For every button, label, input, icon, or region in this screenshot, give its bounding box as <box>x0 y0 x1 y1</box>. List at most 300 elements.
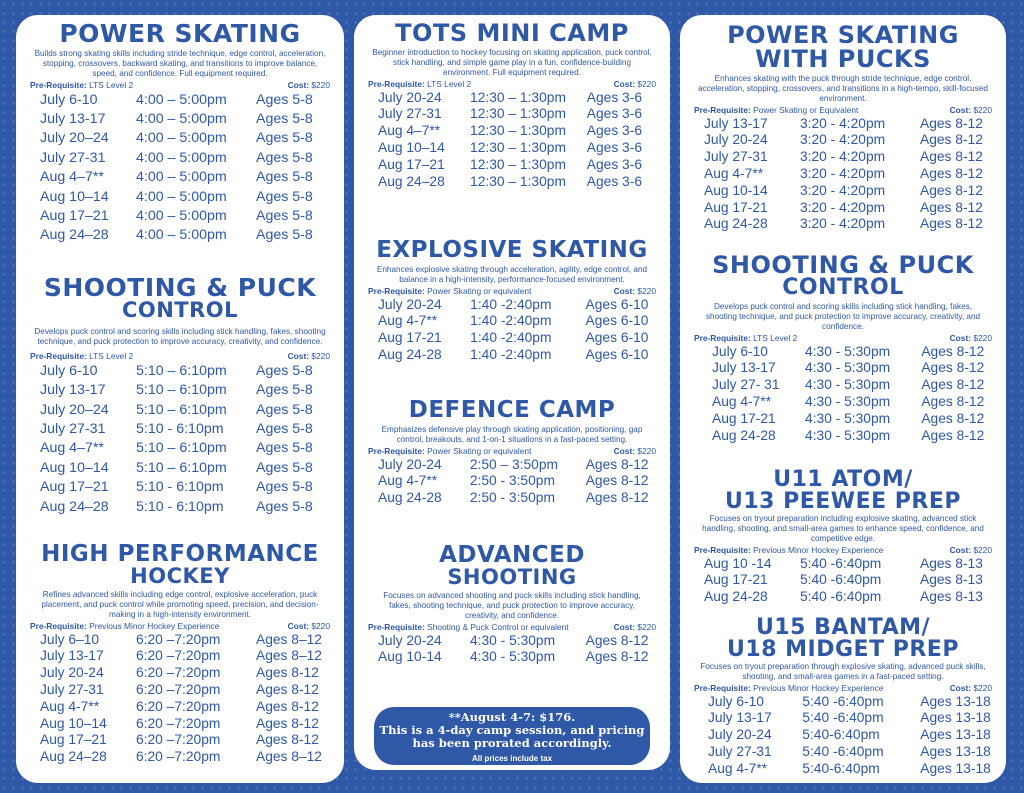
shooting-puck-control-section <box>690 253 996 463</box>
schedule-row <box>378 174 660 191</box>
cost-value: $220 <box>311 620 330 631</box>
schedule-row <box>712 428 996 445</box>
schedule-ages: Ages 5-8 <box>256 382 313 399</box>
schedule-ages: Ages 8-12 <box>921 410 985 426</box>
schedule-time: 12:30 – 1:30pm <box>470 123 566 139</box>
schedule-ages: Ages 3-6 <box>586 173 643 189</box>
schedule-ages: Ages 5-8 <box>256 440 313 457</box>
schedule-ages: Ages 5-8 <box>256 401 313 418</box>
schedule-table <box>704 556 996 606</box>
schedule-ages: Ages 5-8 <box>256 110 313 127</box>
section-meta <box>368 286 656 296</box>
schedule-ages: Ages 5-8 <box>256 459 313 476</box>
schedule-ages: Ages 13-18 <box>920 760 991 776</box>
section-title: U15 BANTAM/ <box>755 615 931 640</box>
schedule-ages: Ages 8-12 <box>256 715 319 731</box>
schedule-row <box>40 498 332 517</box>
schedule-date: Aug 17-21 <box>378 330 442 346</box>
schedule-ages: Ages 13-18 <box>920 744 991 760</box>
schedule-row <box>40 699 332 716</box>
schedule-time: 4:30 - 5:30pm <box>469 649 556 665</box>
schedule-date: July 27-31 <box>708 744 772 760</box>
schedule-date: Aug 10–14 <box>40 459 109 476</box>
schedule-ages: Ages 8-12 <box>585 456 649 472</box>
schedule-time: 5:10 - 6:10pm <box>136 479 224 496</box>
cost-label: Cost: <box>613 445 636 456</box>
schedule-ages: Ages 8-13 <box>920 589 983 605</box>
prereq-value: Previous Minor Hockey Experience <box>753 682 884 693</box>
schedule-ages: Ages 13-18 <box>920 710 991 726</box>
section-description: Develops puck control and scoring skills including stick handling, fakes, shooting technique, and puck protection to improve accuracy, creativity, and confidence. <box>34 327 326 346</box>
schedule-time: 4:30 - 5:30pm <box>469 632 556 648</box>
schedule-time: 6:20 –7:20pm <box>136 732 221 748</box>
schedule-date: Aug 24-28 <box>704 589 768 605</box>
section-description: Emphasizes defensive play through skating application, positioning, gap control, breakouts, and 1-on-1 situations in a fast-paced setting. <box>381 425 643 444</box>
schedule-time: 4:30 - 5:30pm <box>805 393 891 409</box>
schedule-date: July 20-24 <box>40 665 104 681</box>
prereq-value: LTS Level 2 <box>89 79 134 90</box>
section-title: EXPLOSIVE SKATING <box>376 237 648 263</box>
schedule-date: July 6–10 <box>40 631 100 647</box>
schedule-date: Aug 4-7** <box>712 393 772 409</box>
section-title: U11 ATOM/ <box>773 467 913 492</box>
schedule-ages: Ages 5-8 <box>256 149 313 166</box>
schedule-row <box>378 106 660 123</box>
schedule-time: 4:30 - 5:30pm <box>805 377 891 393</box>
schedule-ages: Ages 5-8 <box>256 227 313 244</box>
advanced-shooting-section <box>364 544 660 666</box>
schedule-date: Aug 24–28 <box>40 227 109 244</box>
prereq-label: Pre-Requisite: <box>694 682 751 693</box>
section-meta <box>368 79 656 89</box>
schedule-time: 5:10 – 6:10pm <box>136 401 227 418</box>
schedule-ages: Ages 8-12 <box>256 698 319 714</box>
schedule-time: 5:40 -6:40pm <box>800 555 882 571</box>
schedule-time: 5:40 -6:40pm <box>802 710 884 726</box>
schedule-row <box>708 744 996 761</box>
schedule-date: July 6-10 <box>708 693 764 709</box>
shooting-puck-control-section <box>26 275 334 543</box>
schedule-ages: Ages 3-6 <box>586 106 643 122</box>
column-middle-panel <box>354 15 670 770</box>
section-description: Focuses on tryout preparation including explosive skating, advanced stick handling, shooting, and small-area games to enhance speed, confidence, and competitive edge. <box>702 514 984 543</box>
schedule-time: 12:30 – 1:30pm <box>470 139 566 155</box>
schedule-ages: Ages 8-12 <box>920 132 983 148</box>
power-skating-section <box>26 21 334 266</box>
prereq-label: Pre-Requisite: <box>368 285 425 296</box>
cost-label: Cost: <box>287 79 310 90</box>
schedule-row <box>378 633 660 650</box>
schedule-time: 4:00 – 5:00pm <box>136 149 227 166</box>
schedule-ages: Ages 6-10 <box>585 347 649 363</box>
prereq-value: Power Skating or equivalent <box>427 285 532 296</box>
schedule-row <box>378 297 660 314</box>
schedule-ages: Ages 5-8 <box>256 479 313 496</box>
schedule-row <box>712 411 996 428</box>
schedule-time: 5:10 – 6:10pm <box>136 440 227 457</box>
cost-value: $220 <box>973 104 992 115</box>
schedule-row <box>704 132 996 149</box>
schedule-time: 6:20 –7:20pm <box>136 631 221 647</box>
schedule-time: 6:20 –7:20pm <box>136 681 221 697</box>
schedule-time: 3:20 - 4:20pm <box>800 199 886 215</box>
schedule-date: Aug 10–14 <box>40 715 107 731</box>
schedule-time: 3:20 - 4:20pm <box>800 216 886 232</box>
section-description: Refines advanced skills including edge control, explosive acceleration, puck placement, and puck control while promoting speed, precision, and decision-making in a high-intensity environment. <box>41 590 319 619</box>
schedule-time: 5:10 – 6:10pm <box>136 362 227 379</box>
schedule-ages: Ages 8-12 <box>256 665 319 681</box>
schedule-table <box>40 632 332 766</box>
schedule-time: 6:20 –7:20pm <box>136 715 221 731</box>
schedule-row <box>40 716 332 733</box>
schedule-row <box>704 572 996 589</box>
schedule-time: 12:30 – 1:30pm <box>470 106 566 122</box>
schedule-ages: Ages 3-6 <box>586 156 643 172</box>
prereq-value: Previous Minor Hockey Experience <box>89 620 220 631</box>
schedule-time: 5:40 -6:40pm <box>800 589 882 605</box>
schedule-ages: Ages 5-8 <box>256 207 313 224</box>
section-title: POWER SKATING <box>727 21 959 49</box>
schedule-ages: Ages 8-12 <box>920 182 983 198</box>
schedule-date: Aug 4-7** <box>378 313 438 329</box>
schedule-time: 3:20 - 4:20pm <box>800 182 886 198</box>
schedule-row <box>40 129 332 148</box>
high-performance-section <box>26 543 334 766</box>
schedule-row <box>40 381 332 400</box>
schedule-date: Aug 24–28 <box>40 498 109 515</box>
schedule-date: Aug 17–21 <box>40 732 107 748</box>
schedule-time: 6:20 –7:20pm <box>136 698 221 714</box>
schedule-date: July 13-17 <box>712 360 776 376</box>
schedule-date: July 27-31 <box>704 149 768 165</box>
prereq-value: LTS Level 2 <box>753 332 798 343</box>
schedule-ages: Ages 6-10 <box>585 296 649 312</box>
column-right-panel <box>680 15 1006 783</box>
section-meta <box>694 683 992 693</box>
schedule-date: July 20-24 <box>708 727 772 743</box>
schedule-ages: Ages 8-12 <box>920 115 983 131</box>
section-title: TOTS MINI CAMP <box>395 19 629 47</box>
prereq-value: Shooting & Puck Control or equivalent <box>427 621 569 632</box>
schedule-ages: Ages 6-10 <box>585 330 649 346</box>
schedule-ages: Ages 8-12 <box>921 360 985 376</box>
cost-label: Cost: <box>613 78 636 89</box>
schedule-time: 12:30 – 1:30pm <box>470 89 566 105</box>
schedule-date: Aug 10-14 <box>704 182 768 198</box>
schedule-row <box>40 226 332 245</box>
schedule-row <box>40 459 332 478</box>
schedule-time: 5:10 - 6:10pm <box>136 420 224 437</box>
schedule-date: July 6-10 <box>712 343 768 359</box>
schedule-ages: Ages 8–12 <box>256 648 322 664</box>
schedule-date: Aug 4–7** <box>378 123 441 139</box>
schedule-date: July 27-31 <box>40 149 106 166</box>
cost-value: $220 <box>637 621 656 632</box>
schedule-row <box>40 478 332 497</box>
schedule-row <box>704 149 996 166</box>
schedule-row <box>712 360 996 377</box>
prereq-label: Pre-Requisite: <box>368 445 425 456</box>
schedule-row <box>704 183 996 200</box>
schedule-ages: Ages 8-12 <box>921 377 985 393</box>
schedule-row <box>708 710 996 727</box>
schedule-table <box>708 694 996 778</box>
schedule-row <box>40 665 332 682</box>
cost-label: Cost: <box>287 620 310 631</box>
cost-value: $220 <box>311 350 330 361</box>
schedule-date: Aug 4-7** <box>40 698 100 714</box>
schedule-time: 4:00 – 5:00pm <box>136 169 227 186</box>
schedule-date: July 13-17 <box>704 115 768 131</box>
schedule-table <box>704 116 996 234</box>
schedule-table <box>378 633 660 667</box>
power-skating-pucks-section <box>690 23 996 249</box>
schedule-row <box>378 347 660 364</box>
schedule-time: 5:10 - 6:10pm <box>136 498 224 515</box>
schedule-date: Aug 24-28 <box>378 490 442 506</box>
schedule-time: 4:00 – 5:00pm <box>136 130 227 147</box>
schedule-date: July 13-17 <box>40 382 106 399</box>
schedule-time: 4:00 – 5:00pm <box>136 91 227 108</box>
section-description: Focuses on advanced shooting and puck skills including stick handling, fakes, shooting technique, and puck protection to improve accuracy, creativity, and confidence. <box>383 591 641 620</box>
schedule-row <box>40 439 332 458</box>
schedule-time: 3:20 - 4:20pm <box>800 149 886 165</box>
schedule-date: Aug 10–14 <box>378 139 445 155</box>
schedule-row <box>40 188 332 207</box>
section-meta <box>30 621 330 631</box>
schedule-date: July 13-17 <box>40 110 106 127</box>
schedule-time: 6:20 –7:20pm <box>136 648 221 664</box>
schedule-table <box>40 91 332 246</box>
explosive-skating-section <box>364 239 660 399</box>
tots-mini-camp-section <box>364 21 660 239</box>
schedule-time: 2:50 – 3:50pm <box>469 456 559 472</box>
schedule-row <box>378 649 660 666</box>
schedule-date: Aug 17-21 <box>704 199 768 215</box>
schedule-time: 4:00 – 5:00pm <box>136 188 227 205</box>
schedule-time: 1:40 -2:40pm <box>470 347 552 363</box>
schedule-ages: Ages 5-8 <box>256 130 313 147</box>
schedule-row <box>378 90 660 107</box>
schedule-ages: Ages 8-12 <box>585 473 649 489</box>
schedule-time: 4:00 – 5:00pm <box>136 227 227 244</box>
schedule-date: July 6-10 <box>40 362 98 379</box>
schedule-date: July 13-17 <box>708 710 772 726</box>
schedule-ages: Ages 3-6 <box>586 139 643 155</box>
schedule-date: July 20-24 <box>378 632 442 648</box>
cost-label: Cost: <box>613 621 636 632</box>
section-title: SHOOTING & PUCK <box>43 273 317 302</box>
schedule-time: 2:50 - 3:50pm <box>469 490 555 506</box>
schedule-date: Aug 17–21 <box>40 479 109 496</box>
schedule-time: 12:30 – 1:30pm <box>470 173 566 189</box>
schedule-row <box>704 589 996 606</box>
schedule-ages: Ages 8-13 <box>920 572 983 588</box>
schedule-row <box>40 401 332 420</box>
schedule-ages: Ages 8-12 <box>921 427 985 443</box>
section-meta <box>30 80 330 90</box>
prereq-label: Pre-Requisite: <box>694 332 751 343</box>
schedule-date: Aug 24-28 <box>378 347 442 363</box>
section-description: Develops puck control and scoring skills including stick handling, fakes, shooting technique, and puck protection to improve accuracy, creativity, and confidence. <box>705 302 981 331</box>
prereq-value: Power Skating or equivalent <box>427 445 532 456</box>
schedule-row <box>704 556 996 573</box>
schedule-ages: Ages 8-12 <box>921 393 985 409</box>
section-title: POWER SKATING <box>59 19 301 48</box>
schedule-row <box>40 732 332 749</box>
prereq-label: Pre-Requisite: <box>368 621 425 632</box>
schedule-date: July 20-24 <box>378 89 442 105</box>
schedule-time: 4:30 - 5:30pm <box>805 410 891 426</box>
schedule-ages: Ages 8-12 <box>921 343 985 359</box>
column-left-panel <box>16 15 344 783</box>
schedule-row <box>378 313 660 330</box>
schedule-ages: Ages 8-13 <box>920 555 983 571</box>
schedule-time: 4:00 – 5:00pm <box>136 110 227 127</box>
schedule-time: 3:20 - 4:20pm <box>800 115 886 131</box>
section-meta <box>694 545 992 555</box>
schedule-ages: Ages 8-12 <box>920 149 983 165</box>
schedule-ages: Ages 8-12 <box>585 632 649 648</box>
schedule-ages: Ages 8-12 <box>585 649 649 665</box>
schedule-row <box>40 168 332 187</box>
schedule-row <box>704 116 996 133</box>
section-title-line2: CONTROL <box>121 298 239 322</box>
schedule-row <box>40 632 332 649</box>
schedule-ages: Ages 8-12 <box>920 199 983 215</box>
schedule-ages: Ages 5-8 <box>256 188 313 205</box>
cost-label: Cost: <box>949 544 972 555</box>
schedule-ages: Ages 8-12 <box>920 165 983 181</box>
schedule-date: Aug 4-7** <box>704 165 764 181</box>
schedule-date: Aug 10-14 <box>378 649 442 665</box>
schedule-date: Aug 4–7** <box>40 440 104 457</box>
schedule-ages: Ages 3-6 <box>586 123 643 139</box>
cost-label: Cost: <box>613 285 636 296</box>
schedule-row <box>708 761 996 778</box>
schedule-row <box>40 207 332 226</box>
schedule-row <box>712 377 996 394</box>
schedule-row <box>378 123 660 140</box>
schedule-row <box>708 694 996 711</box>
tax-note: All prices include tax <box>471 754 553 763</box>
schedule-date: July 20-24 <box>378 456 442 472</box>
prereq-value: LTS Level 2 <box>427 78 472 89</box>
section-title-line2: SHOOTING <box>447 565 577 589</box>
schedule-ages: Ages 8–12 <box>256 631 322 647</box>
schedule-row <box>378 473 660 490</box>
schedule-date: July 20-24 <box>378 296 442 312</box>
schedule-row <box>378 157 660 174</box>
schedule-ages: Ages 3-6 <box>586 89 643 105</box>
cost-value: $220 <box>637 445 656 456</box>
schedule-time: 4:30 - 5:30pm <box>805 343 891 359</box>
schedule-time: 4:00 – 5:00pm <box>136 207 227 224</box>
schedule-date: Aug 17–21 <box>378 156 445 172</box>
schedule-ages: Ages 13-18 <box>920 727 991 743</box>
schedule-time: 6:20 –7:20pm <box>136 749 221 765</box>
schedule-ages: Ages 8-12 <box>256 681 319 697</box>
schedule-time: 5:10 – 6:10pm <box>136 459 227 476</box>
schedule-date: Aug 10 -14 <box>704 555 772 571</box>
section-title-line2: U13 PEEWEE PREP <box>724 489 962 514</box>
schedule-date: July 27-31 <box>40 681 104 697</box>
section-title: SHOOTING & PUCK <box>712 251 974 279</box>
schedule-date: Aug 4-7** <box>708 760 768 776</box>
section-title-line2: CONTROL <box>782 275 904 300</box>
prereq-label: Pre-Requisite: <box>30 350 87 361</box>
cost-value: $220 <box>637 78 656 89</box>
section-title: HIGH PERFORMANCE <box>41 541 319 567</box>
schedule-time: 4:30 - 5:30pm <box>805 427 891 443</box>
note-line: has been prorated accordingly. <box>412 736 612 750</box>
schedule-time: 5:40 -6:40pm <box>800 572 882 588</box>
prereq-value: Power Skating or Equivalent <box>753 104 859 115</box>
schedule-time: 1:40 -2:40pm <box>470 296 552 312</box>
schedule-time: 1:40 -2:40pm <box>470 313 552 329</box>
schedule-date: Aug 17-21 <box>712 410 776 426</box>
schedule-time: 5:10 – 6:10pm <box>136 382 227 399</box>
cost-value: $220 <box>311 79 330 90</box>
section-title-line2: U18 MIDGET PREP <box>727 637 959 662</box>
cost-label: Cost: <box>949 682 972 693</box>
cost-value: $220 <box>637 285 656 296</box>
schedule-row <box>378 330 660 347</box>
schedule-row <box>40 91 332 110</box>
cost-value: $220 <box>973 544 992 555</box>
schedule-date: Aug 24–28 <box>378 173 445 189</box>
prereq-label: Pre-Requisite: <box>30 620 87 631</box>
section-title-line2: WITH PUCKS <box>755 45 931 73</box>
schedule-time: 12:30 – 1:30pm <box>470 156 566 172</box>
schedule-time: 5:40-6:40pm <box>802 727 880 743</box>
u15-u18-prep-section <box>690 617 996 778</box>
schedule-ages: Ages 8-12 <box>256 732 319 748</box>
schedule-row <box>712 394 996 411</box>
cost-label: Cost: <box>949 332 972 343</box>
schedule-table <box>378 457 660 507</box>
schedule-row <box>40 648 332 665</box>
schedule-time: 3:20 - 4:20pm <box>800 132 886 148</box>
prereq-label: Pre-Requisite: <box>694 544 751 555</box>
schedule-ages: Ages 8-12 <box>920 216 983 232</box>
section-meta <box>694 105 992 115</box>
cost-label: Cost: <box>287 350 310 361</box>
cost-label: Cost: <box>949 104 972 115</box>
schedule-date: Aug 17-21 <box>704 572 768 588</box>
schedule-table <box>378 90 660 191</box>
schedule-row <box>40 362 332 381</box>
schedule-table <box>378 297 660 364</box>
prereq-label: Pre-Requisite: <box>694 104 751 115</box>
schedule-row <box>40 749 332 766</box>
schedule-time: 1:40 -2:40pm <box>470 330 552 346</box>
note-line: This is a 4-day camp session, and pricing <box>379 723 645 737</box>
schedule-ages: Ages 5-8 <box>256 420 313 437</box>
prereq-value: LTS Level 2 <box>89 350 134 361</box>
defence-camp-section <box>364 399 660 544</box>
section-description: Builds strong skating skills including stride technique, edge control, acceleration, stopping, crossovers, backward skating, and transitions to improve balance, speed, and confidence. Full equipment required. <box>34 49 326 78</box>
schedule-time: 4:30 - 5:30pm <box>805 360 891 376</box>
u11-u13-prep-section <box>690 469 996 617</box>
section-description: Enhances skating with the puck through stride technique, edge control, acceleration, stopping, crossovers, and transitions in a high-tempo, skill-focused environment. <box>698 74 988 103</box>
schedule-row <box>704 166 996 183</box>
schedule-ages: Ages 6-10 <box>585 313 649 329</box>
section-title: DEFENCE CAMP <box>408 397 616 423</box>
schedule-date: July 20-24 <box>704 132 768 148</box>
schedule-ages: Ages 8-12 <box>585 490 649 506</box>
section-meta <box>368 446 656 456</box>
